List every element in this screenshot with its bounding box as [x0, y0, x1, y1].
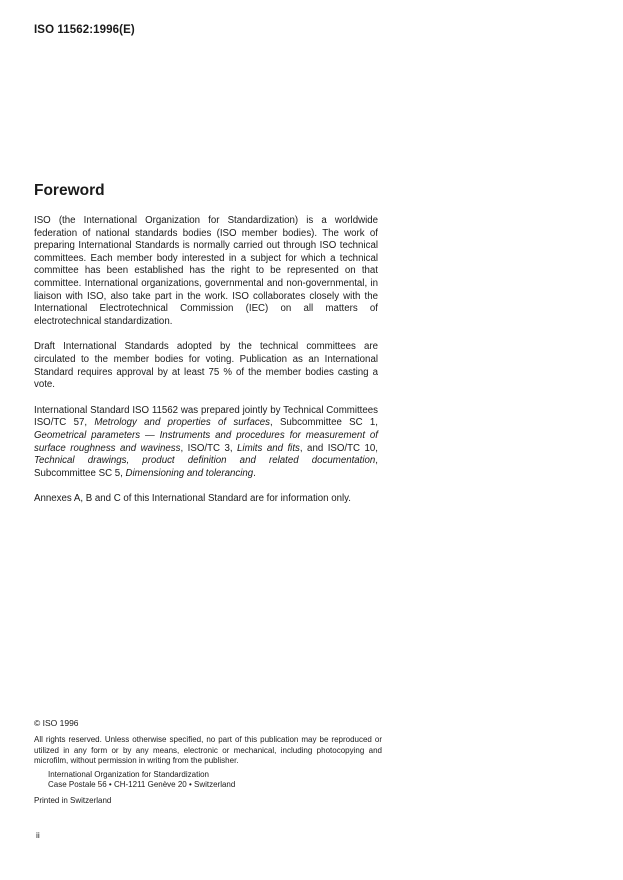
copyright-block — [34, 718, 382, 806]
text-run: . — [253, 467, 256, 479]
italic-title-run: Technical drawings, product definition and related documentation — [34, 455, 376, 467]
text-run: International Standard ISO 11562 was prepared jointly by Technical Committees ISO/TC 57, — [34, 404, 378, 429]
copyright-line: © ISO 1996 — [34, 718, 79, 728]
publisher-address — [48, 770, 382, 791]
text-run: , ISO/TC 3, — [180, 442, 238, 454]
postal-address: Case Postale 56 • CH-1211 Genève 20 • Switzerland — [48, 780, 236, 790]
printed-in: Printed in Switzerland — [34, 795, 112, 805]
paragraph-preparation — [34, 405, 378, 481]
section-title: Foreword — [34, 182, 105, 199]
document-id-header: ISO 11562:1996(E) — [34, 24, 135, 36]
italic-title-run: Limits and fits — [237, 442, 300, 454]
text-run: , Subcommittee SC 1, — [269, 417, 378, 429]
italic-title-run: Metrology and properties of surfaces — [94, 417, 270, 429]
paragraph-iso-intro: ISO (the International Organization for Standardization) is a worldwide federation of national standards bodies (ISO member bodies). The work of preparing International Standards is normally carried out through ISO technical committees. Each member body interested in a subject for which a technical committee has been established has the right to be represented on that committee. International organizations, governmental and non-governmental, in liaison with ISO, also take part in the work. ISO collaborates closely with the International Electrotechnical Commission (IEC) on all matters of electrotechnical standardization. — [34, 215, 378, 327]
foreword-body — [34, 215, 378, 519]
organization-name: International Organization for Standardization — [48, 770, 209, 780]
italic-title-run: Geometrical parameters — Instruments and procedures for measurement of surface roughness and waviness — [34, 429, 378, 454]
page-number: ii — [36, 830, 40, 840]
rights-statement: All rights reserved. Unless otherwise specified, no part of this publication may be reproduced or utilized in any form or by any means, electronic or mechanical, including photocopying and microfilm, without permission in writing from the publisher. — [34, 735, 382, 765]
text-run: , and ISO/TC 10, — [299, 442, 378, 454]
paragraph-draft-standards: Draft International Standards adopted by the technical committees are circulated to the member bodies for voting. Publication as an International Standard requires approval by at least 75 % of the member bodies casting a vote. — [34, 341, 378, 391]
text-run: , Subcommittee SC 5, — [34, 455, 378, 479]
paragraph-annexes: Annexes A, B and C of this International Standard are for information only. — [34, 493, 351, 505]
italic-title-run: Dimensioning and tolerancing — [125, 467, 254, 479]
